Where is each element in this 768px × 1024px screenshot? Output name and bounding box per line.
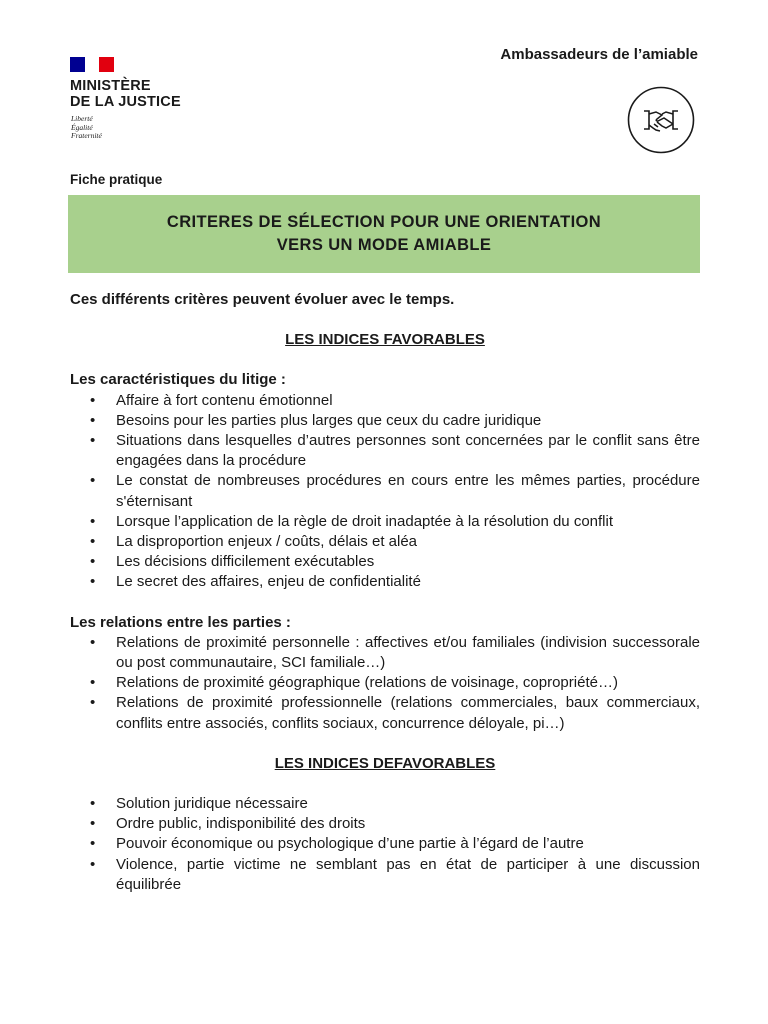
list-item: • Le constat de nombreuses procédures en cours entre les mêmes parties, procédure s'éternisant: [70, 471, 700, 511]
motto-word: Égalité: [71, 122, 93, 132]
title-line-1: CRITERES DE SÉLECTION POUR UNE ORIENTATION: [166, 213, 602, 231]
defavorable-list: [70, 794, 700, 895]
ministry-name: [70, 78, 181, 110]
document-body: [70, 290, 700, 895]
list-item: • Ordre public, indisponibilité des droits: [70, 814, 700, 834]
republic-motto: [71, 115, 102, 141]
motto-word: Fraternité: [71, 131, 102, 140]
list-item: • Le secret des affaires, enjeu de confidentialité: [70, 572, 700, 592]
list-item: • Situations dans lesquelles d’autres personnes sont concernées par le conflit sans être engagées dans la procédure: [70, 431, 700, 471]
section-heading-favorable: LES INDICES FAVORABLES: [285, 331, 485, 349]
list-item: • Pouvoir économique ou psychologique d’une partie à l’égard de l’autre: [70, 834, 700, 854]
list-item: • Violence, partie victime ne semblant pas en état de participer à une discussion équilibrée: [70, 855, 700, 895]
ministry-line-2: DE LA JUSTICE: [70, 94, 181, 110]
subheading-relations: Les relations entre les parties :: [70, 613, 291, 631]
list-item: • Relations de proximité professionnelle (relations commerciales, baux commerciaux, conflits entre associés, conflits sociaux, concurrence déloyale, pi…): [70, 693, 700, 733]
marianne-flag-logo: [70, 57, 114, 72]
list-item: • Solution juridique nécessaire: [70, 794, 700, 814]
list-item: • Lorsque l’application de la règle de droit inadaptée à la résolution du conflit: [70, 512, 700, 532]
intro-text: Ces différents critères peuvent évoluer avec le temps.: [70, 291, 455, 308]
list-item: • Affaire à fort contenu émotionnel: [70, 391, 700, 411]
list-item: • Les décisions difficilement exécutables: [70, 552, 700, 572]
section-heading-defavorable: LES INDICES DEFAVORABLES: [274, 754, 496, 772]
list-item: • Besoins pour les parties plus larges que ceux du cadre juridique: [70, 411, 700, 431]
document-type-label: Fiche pratique: [70, 172, 163, 187]
program-label: Ambassadeurs de l’amiable: [500, 46, 698, 63]
ministry-line-1: MINISTÈRE: [70, 78, 151, 94]
list-item: • Relations de proximité personnelle : affectives et/ou familiales (indivision successorale ou post communautaire, SCI familiale…): [70, 633, 700, 673]
relations-list: [70, 633, 700, 734]
list-item: • La disproportion enjeux / coûts, délais et aléa: [70, 532, 700, 552]
litige-list: [70, 391, 700, 593]
title-line-2: VERS UN MODE AMIABLE: [276, 236, 492, 254]
list-item: • Relations de proximité géographique (relations de voisinage, copropriété…): [70, 673, 700, 693]
handshake-icon: [627, 86, 695, 154]
motto-word: Liberté: [71, 114, 93, 123]
title-banner: [68, 195, 700, 273]
subheading-litige: Les caractéristiques du litige :: [70, 371, 286, 389]
